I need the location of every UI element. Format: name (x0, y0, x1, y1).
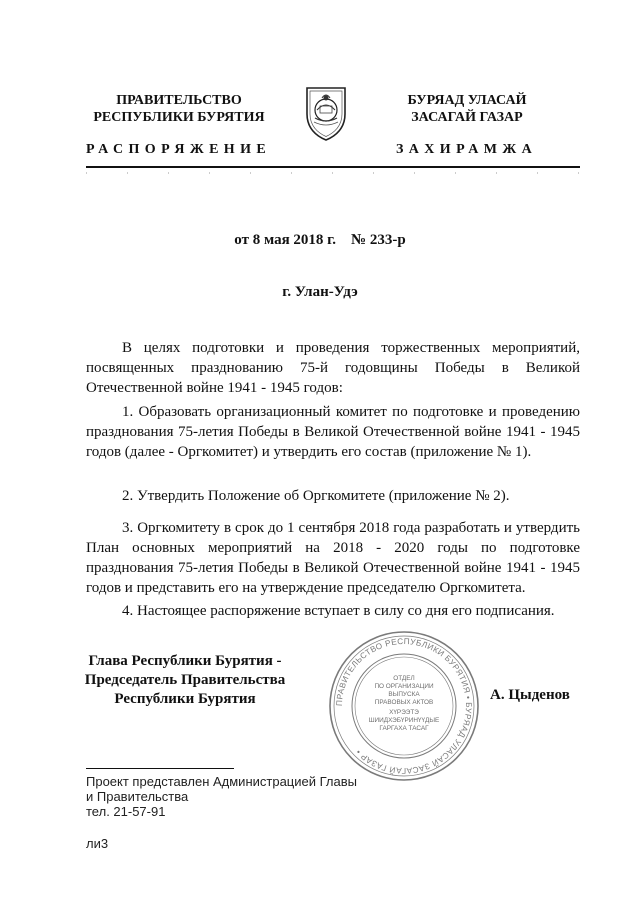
seal-ring-text: ПРАВИТЕЛЬСТВО РЕСПУБЛИКИ БУРЯТИЯ • БУРЯАД УЛАСАЙ ЗАСАГАЙ ГАЗАР • (334, 636, 474, 776)
item-1-paragraph: 1. Образовать организационный комитет по подготовке и проведению празднования 75-летия Победы в Великой Отечественной войне 1941 - 1945 годов (далее - Оргкомитет) и утвердить его состав (приложение № 1). (86, 404, 580, 460)
svg-text:ПРАВИТЕЛЬСТВО РЕСПУБЛИКИ БУРЯТ (335, 637, 473, 776)
coat-of-arms-icon (302, 84, 350, 142)
footer-line1: Проект представлен Администрацией Главы (86, 774, 357, 789)
seal-line-2: ПО ОРГАНИЗАЦИИ (374, 683, 434, 690)
document-date-number: от 8 мая 2018 г. № 233-р (234, 232, 406, 248)
footer-divider (86, 768, 234, 769)
signatory-name: А. Цыденов (490, 687, 570, 703)
footer-note (86, 774, 357, 819)
seal-line-7: ГАРГАХА ТАСАГ (379, 725, 429, 732)
header-divider (86, 166, 580, 168)
document-kind-bua: ЗАХИРАМЖА (396, 142, 538, 157)
item-3-paragraph: 3. Оргкомитету в срок до 1 сентября 2018 года разработать и утвердить План основных мероприятий на 2018 - 2020 годы по подготовке празднования 75-летия Победы в Великой Отечественной войне 1941 - 1945 годов и представить его на утверждение председателю Оргкомитета. (86, 520, 580, 596)
header-right (356, 92, 578, 126)
header-left-line1: ПРАВИТЕЛЬСТВО (116, 93, 242, 108)
seal-line-6: ШИИДХЭБҮРИНҮҮДЫЕ (368, 717, 440, 724)
header-right-line1: БУРЯАД УЛАСАЙ (407, 93, 527, 108)
footer-line2: и Правительства (86, 789, 189, 804)
document-city: г. Улан-Удэ (282, 284, 358, 300)
seal-line-5: ХҮРЭЭТЭ (389, 709, 419, 716)
signatory-title (78, 652, 292, 709)
official-seal-icon (326, 630, 482, 782)
header-left-line2: РЕСПУБЛИКИ БУРЯТИЯ (93, 110, 265, 125)
footer-phone: тел. 21-57-91 (86, 804, 166, 819)
signatory-title-line2: Председатель Правительства (84, 672, 286, 688)
signatory-title-line3: Республики Бурятия (114, 691, 256, 707)
footer-initials: ли3 (86, 836, 109, 851)
header-right-line2: ЗАСАГАЙ ГАЗАР (411, 110, 523, 125)
seal-line-3: ВЫПУСКА (388, 691, 420, 698)
preamble-paragraph: В целях подготовки и проведения торжественных мероприятий, посвященных празднованию 75-й годовщины Победы в Великой Отечественной войне 1941 - 1945 годов: (86, 340, 580, 396)
seal-line-1: ОТДЕЛ (393, 675, 415, 682)
header-dotted-line (86, 171, 580, 175)
header-left (68, 92, 290, 126)
seal-line-4: ПРАВОВЫХ АКТОВ (374, 699, 434, 706)
item-2-paragraph: 2. Утвердить Положение об Оргкомитете (приложение № 2). (122, 488, 510, 504)
document-kind-ru: РАСПОРЯЖЕНИЕ (86, 142, 272, 157)
signatory-title-line1: Глава Республики Бурятия - (88, 653, 282, 669)
item-4-paragraph: 4. Настоящее распоряжение вступает в силу со дня его подписания. (122, 603, 555, 619)
